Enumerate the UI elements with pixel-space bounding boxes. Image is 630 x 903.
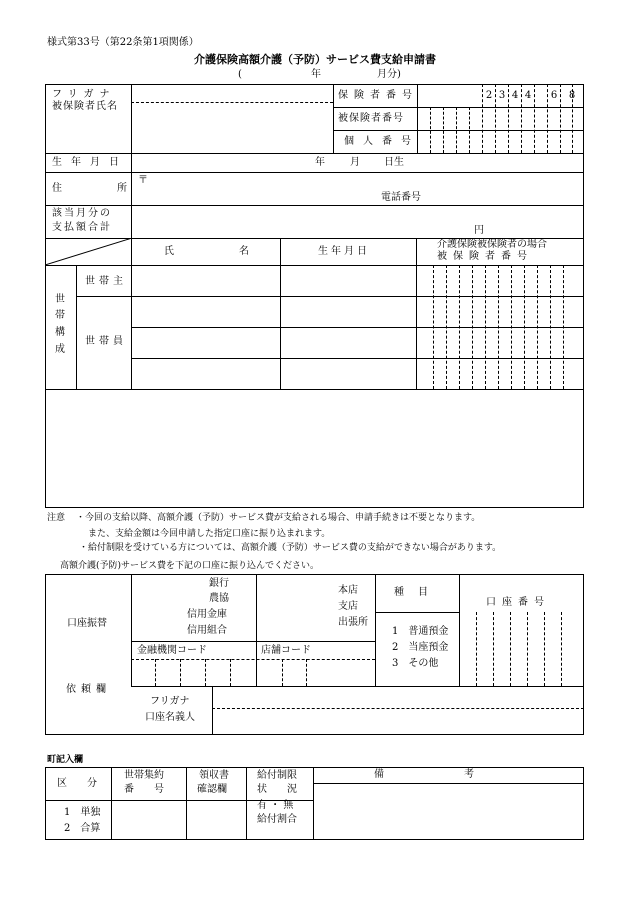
institution-code-label: 金融機関コード (137, 645, 207, 656)
diagonal-line (45, 238, 132, 265)
col-receipt-1: 領収書 (199, 770, 229, 781)
account-number-label: 口座番号 (486, 597, 550, 608)
amount-input[interactable] (380, 224, 470, 237)
yen-unit: 円 (474, 225, 484, 236)
col-remarks: 備 考 (374, 769, 474, 780)
restrict-ratio[interactable]: 給付割合 (257, 814, 297, 825)
request-label: 依頼欄 (66, 684, 111, 695)
col-receipt-2: 確認欄 (197, 784, 227, 795)
notes-line-1: ・今回の支給以降、高額介護（予防）サービス費が支給される場合、申請手続きは不要となります。 (76, 513, 481, 523)
furigana-label: フリガナ (52, 89, 116, 100)
col-birth: 生年月日 (318, 246, 370, 257)
account-type-option[interactable]: 2 当座預金 (392, 642, 449, 653)
transfer-label: 口座振替 (67, 618, 107, 629)
remarks-input[interactable] (318, 787, 580, 836)
col-insured-2: 被保険者番号 (437, 251, 533, 262)
free-text-area[interactable] (50, 393, 579, 503)
insurer-digit: 2 (485, 90, 493, 101)
notes-line-2: また、支給金額は今回申請した指定口座に振り込まれます。 (88, 529, 331, 539)
birth-day-unit: 日生 (384, 157, 404, 168)
period-month-label: 月分) (377, 69, 401, 80)
institution-name-input[interactable] (136, 580, 196, 594)
insured-number-input[interactable] (420, 110, 580, 126)
household-number-input[interactable] (115, 805, 183, 835)
notes-label: 注意 (47, 513, 66, 523)
insurer-digit: 4 (511, 90, 519, 101)
household-member-name-input[interactable] (136, 332, 276, 354)
birth-day-input[interactable] (363, 156, 383, 169)
personal-number-input[interactable] (420, 133, 580, 149)
furigana-input[interactable] (136, 88, 328, 100)
col-restrict-1: 給付制限 (257, 770, 297, 781)
col-household-2: 番 号 (124, 784, 164, 795)
receipt-check-input[interactable] (190, 805, 243, 835)
col-name-2: 名 (239, 246, 249, 257)
insurer-digit: 4 (524, 90, 532, 101)
insured-number-label: 被保険者番号 (338, 113, 404, 124)
account-type-option[interactable]: 1 普通預金 (392, 626, 449, 637)
holder-name-label: 口座名義人 (145, 712, 195, 723)
insured-name-input[interactable] (136, 108, 328, 148)
household-member-name-input[interactable] (136, 363, 276, 385)
insurer-digit: 6 (550, 90, 558, 101)
amount-label-2: 支払額合計 (52, 222, 112, 233)
period-open: ( (238, 69, 242, 80)
account-type-label: 種目 (394, 587, 442, 598)
postal-mark: 〒 (138, 175, 148, 186)
holder-furigana-label: フリガナ (150, 696, 190, 707)
bank-intro: 高額介護(予防)サービス費を下記の口座に振り込んでください。 (60, 561, 320, 571)
branch-code-label: 店舗コード (261, 645, 311, 656)
insured-name-label: 被保険者氏名 (52, 101, 118, 112)
col-restrict-2: 状 況 (257, 784, 297, 795)
period-year-label: 年 (311, 69, 321, 80)
holder-furigana-input[interactable] (218, 692, 578, 705)
period-month-input[interactable] (325, 68, 375, 81)
birth-year-input[interactable] (260, 156, 312, 169)
notes-line-3: ・給付制限を受けている方については、高額介護（予防）サービス費の支給ができない場合があります。 (79, 543, 502, 553)
phone-input[interactable] (432, 191, 577, 204)
holder-name-input[interactable] (218, 712, 578, 730)
household-head-name-input[interactable] (136, 270, 276, 292)
household-head-label: 世帯主 (85, 276, 127, 287)
birth-year-unit: 年 (315, 157, 325, 168)
amount-label-1: 該当月分の (52, 208, 112, 219)
restrict-yes-no[interactable]: 有 ・ 無 (257, 800, 294, 811)
personal-number-label: 個人番号 (344, 136, 420, 147)
form-number: 様式第33号（第22条第1項関係） (47, 37, 199, 48)
period-year-input[interactable] (250, 68, 305, 81)
household-member-name-input[interactable] (136, 301, 276, 323)
address-input[interactable] (150, 175, 400, 188)
address-label-2: 所 (117, 183, 127, 194)
household-member-label: 世帯員 (85, 336, 127, 347)
category-option[interactable]: 1 単独 (64, 807, 101, 818)
town-section-label: 町記入欄 (47, 755, 84, 765)
col-household-1: 世帯集約 (124, 770, 164, 781)
birth-date-label: 生年月日 (52, 157, 128, 168)
page-title: 介護保険高額介護（予防）サービス費支給申請書 (194, 53, 436, 66)
account-type-option[interactable]: 3 その他 (392, 658, 439, 669)
birth-month-unit: 月 (350, 157, 360, 168)
insurer-digit: 3 (498, 90, 506, 101)
insurer-digit: 8 (568, 90, 576, 101)
col-category: 区 分 (57, 778, 97, 789)
birth-month-input[interactable] (328, 156, 348, 169)
col-insured-1: 介護保険被保険者の場合 (437, 239, 547, 250)
col-name-1: 氏 (164, 246, 174, 257)
phone-label: 電話番号 (381, 192, 421, 203)
branch-name-input[interactable] (262, 580, 322, 594)
category-option[interactable]: 2 合算 (64, 823, 101, 834)
insurer-number-label: 保険者番号 (338, 90, 418, 101)
address-label-1: 住 (52, 183, 62, 194)
